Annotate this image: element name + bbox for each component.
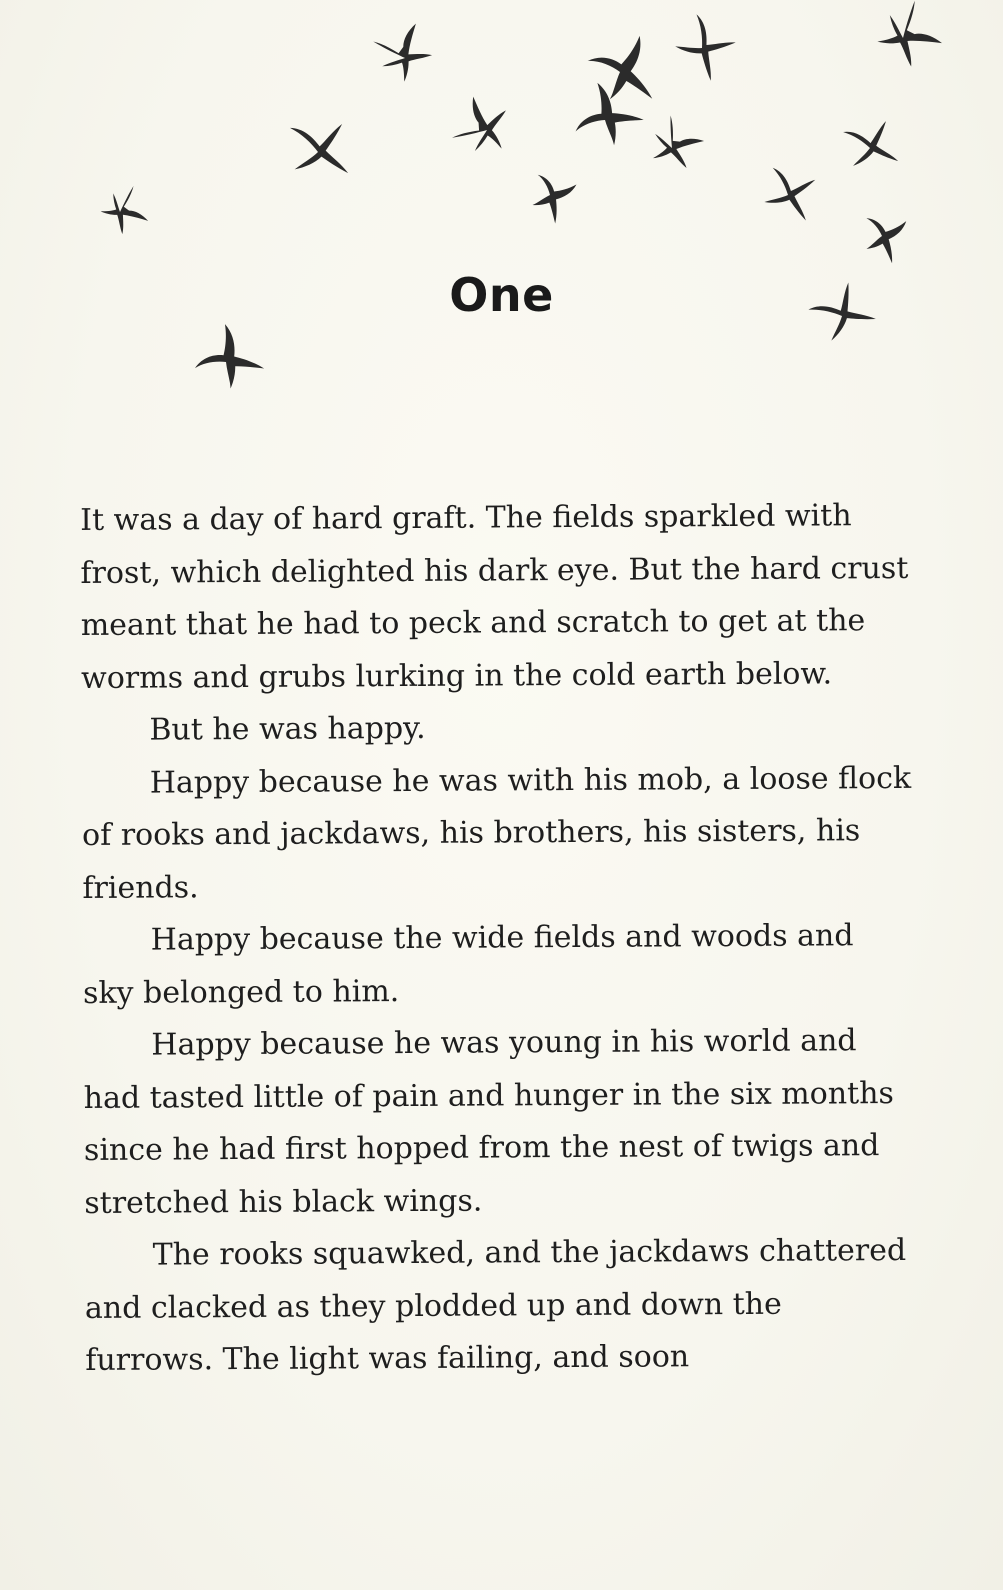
paragraph: Happy because he was young in his world and had tasted little of pain and hunger in the six months since he had first hopped from the nest of twigs and stretched his black wings. xyxy=(83,1023,894,1221)
paragraph: Happy because the wide fields and woods and sky belonged to him. xyxy=(82,918,854,1011)
paragraph: Happy because he was with his mob, a loose flock of rooks and jackdaws, his brothers, his sisters, his friends. xyxy=(81,760,912,906)
chapter-title: One xyxy=(449,268,554,322)
bird-icon xyxy=(869,0,944,75)
bird-icon xyxy=(763,167,817,221)
bird-icon xyxy=(184,317,266,398)
paragraph: But he was happy. xyxy=(149,710,426,748)
paragraph: It was a day of hard graft. The fields sparkled with frost, which delighted his dark eye. But the hard crust meant that he had to peck and scratch to get at the worms and grubs lurking in the cold earth below. xyxy=(80,498,909,696)
bird-icon xyxy=(669,13,738,82)
bird-icon xyxy=(520,160,587,227)
bird-icon xyxy=(851,200,918,267)
bird-icon xyxy=(582,28,663,107)
bird-icon xyxy=(372,22,437,87)
bird-icon xyxy=(642,114,707,179)
bird-icon xyxy=(450,93,519,162)
chapter-body xyxy=(80,490,915,1388)
flock-of-birds-illustration xyxy=(0,0,1003,420)
paragraph: The rooks squawked, and the jackdaws chattered and clacked as they plodded up and down the furrows. The light was failing, and soon xyxy=(84,1232,907,1378)
bird-icon xyxy=(287,119,350,182)
bird-icon xyxy=(841,117,900,176)
bird-icon xyxy=(96,185,149,238)
